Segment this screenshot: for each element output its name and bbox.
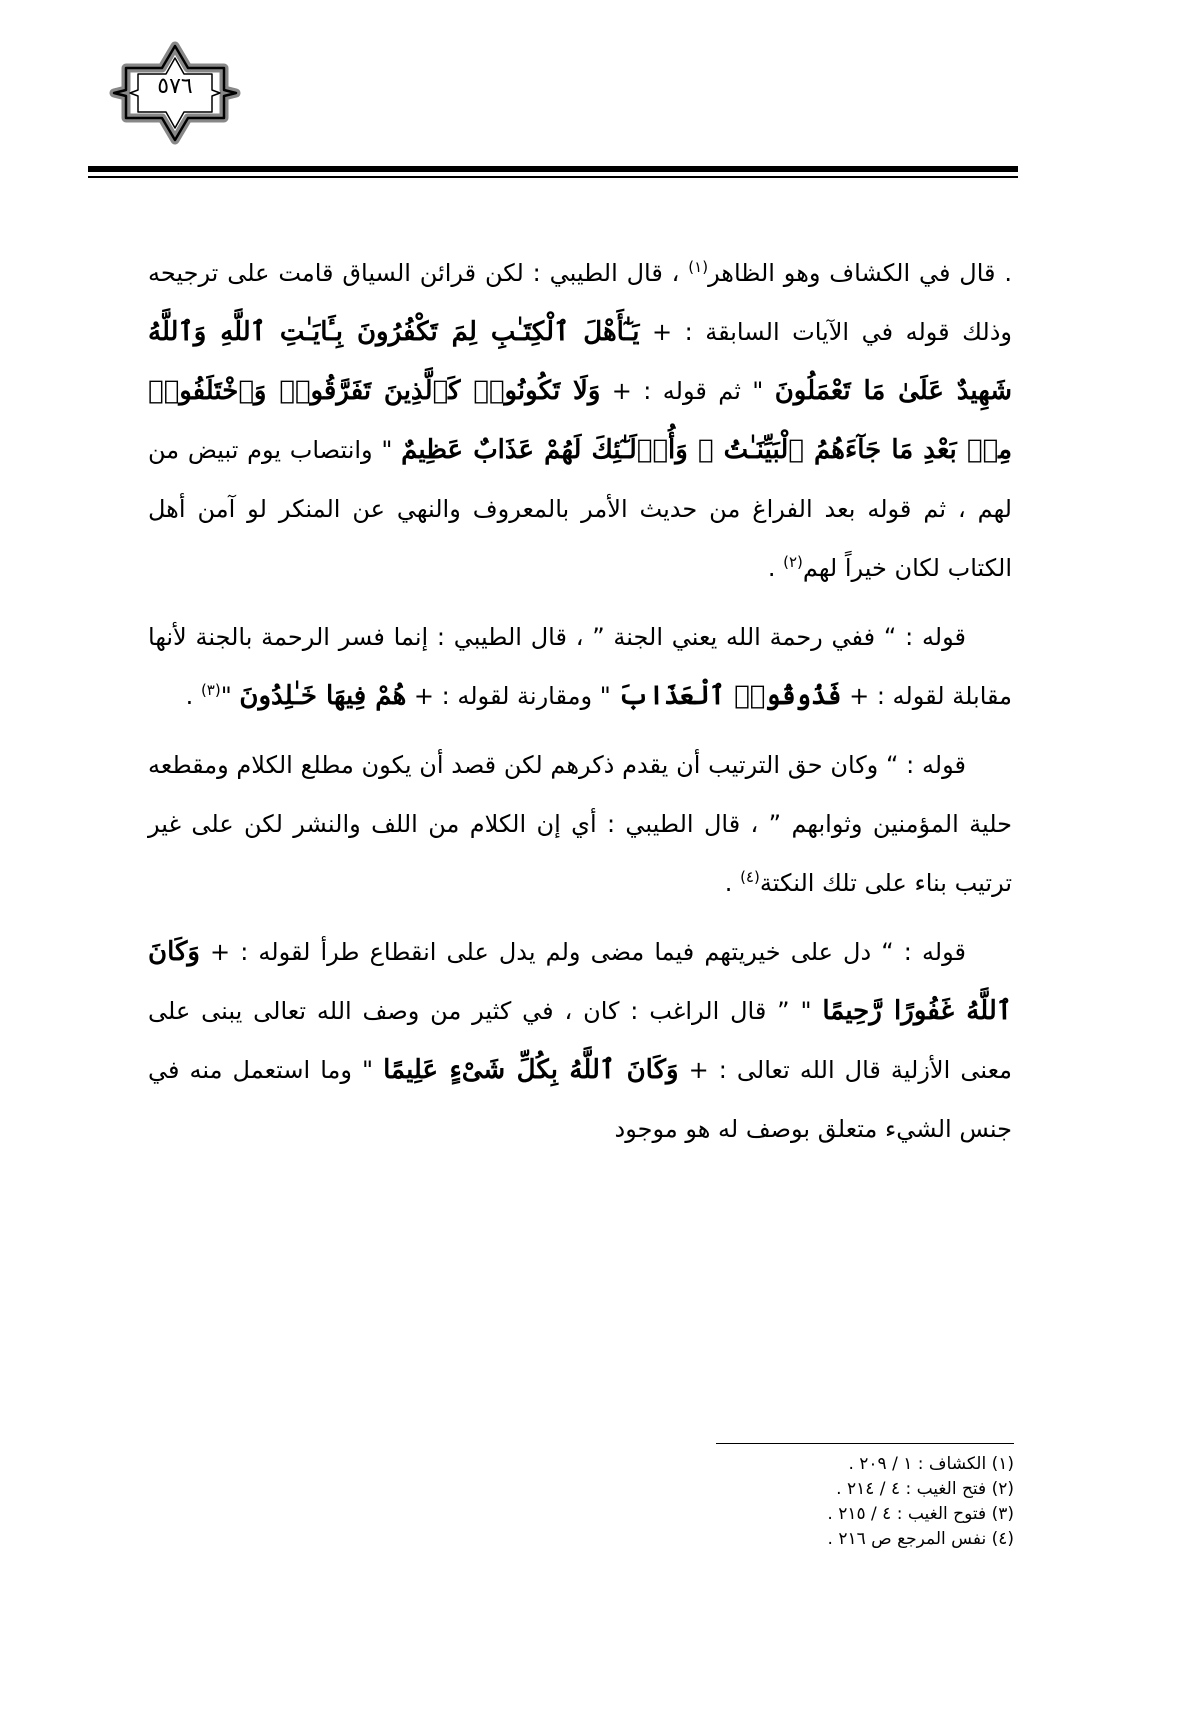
text-segment: ، قال الطيبي : لكن قرائن السياق قامت على ترجيحه وذلك قوله في الآيات السابقة : + <box>148 259 1012 346</box>
footnotes <box>600 1452 1014 1552</box>
quran-quote: وَلَا تَكُونُوا۟ كَٱلَّذِينَ تَفَرَّقُوا۟ وَٱخْتَلَفُوا۟ مِنۢ بَعْدِ مَا جَآءَهُمُ ٱلْبَيِّنَـٰتُ ۚ وَأُو۟لَـٰٓئِكَ لَهُمْ عَذَابٌ عَظِيمٌ <box>148 376 1012 465</box>
footnote-ref: (١) <box>688 258 709 276</box>
footnote-3: (٣) فتوح الغيب : ٤ / ٢١٥ . <box>827 1504 1014 1524</box>
header-rule-thick <box>88 166 1018 172</box>
page-number: ٥٧٦ <box>157 74 193 99</box>
text-segment: " ثم قوله : + <box>600 377 775 405</box>
footnote-ref: (٢) <box>783 553 803 571</box>
text-segment: . <box>724 869 741 897</box>
footnote-ref: (٣) <box>200 681 221 699</box>
quran-quote: وَكَانَ ٱللَّهُ بِكُلِّ شَىْءٍ عَلِيمًا <box>383 1055 679 1085</box>
text-segment: " <box>220 682 240 710</box>
text-segment: قوله : “ ففي رحمة الله يعني الجنة ” ، قال الطيبي : إنما فسر الرحمة بالجنة لأنها مقابلة لقوله : + <box>148 623 1012 710</box>
text-segment: قوله : “ دل على خيريتهم فيما مضى ولم يدل على انقطاع طرأ لقوله : + <box>199 938 966 966</box>
text-segment: " ومقارنة لقوله : + <box>406 682 619 710</box>
text-segment: " وما استعمل منه في جنس الشيء متعلق بوصف له هو موجود <box>148 1056 1012 1143</box>
footnote-ref: (٤) <box>740 868 760 886</box>
text-segment: قوله : “ وكان حق الترتيب أن يقدم ذكرهم لكن قصد أن يكون مطلع الكلام ومقطعه حلية المؤمنين وثوابهم ” ، قال الطيبي : أي إن الكلام من اللف والنشر لكن على غير ترتيب بناء على تلك النكتة <box>148 751 1012 897</box>
text-segment: " وانتصاب يوم تبيض من لهم ، ثم قوله بعد الفراغ من حديث الأمر بالمعروف والنهي عن المنكر لو آمن أهل الكتاب لكان خيراً لهم <box>148 436 1012 582</box>
paragraph-1 <box>148 244 1012 598</box>
text-segment: " ” قال الراغب : كان ، في كثير من وصف الله تعالى يبنى على معنى الأزلية قال الله تعالى : + <box>148 997 1013 1084</box>
quran-quote: يَـٰٓأَهْلَ ٱلْكِتَـٰبِ لِمَ تَكْفُرُونَ بِـَٔايَـٰتِ ٱللَّهِ وَٱللَّهُ شَهِيدٌ عَلَىٰ مَا تَعْمَلُونَ <box>148 317 1012 406</box>
quran-quote: هُمْ فِيهَا خَـٰلِدُونَ <box>239 681 407 711</box>
paragraph-4 <box>148 923 1012 1159</box>
quran-quote: فَذُوقُوا۟ ٱلْعَذَابَ <box>618 681 842 711</box>
footnote-1: (١) الكشاف : ١ / ٢٠٩ . <box>848 1454 1014 1474</box>
footnote-2: (٢) فتح الغيب : ٤ / ٢١٤ . <box>836 1479 1014 1499</box>
text-segment: . قال في الكشاف وهو الظاهر <box>708 259 1012 287</box>
main-text <box>148 244 1012 1169</box>
footnote-separator <box>716 1443 1014 1444</box>
text-segment: . <box>767 554 784 582</box>
paragraph-2 <box>148 608 1012 726</box>
text-segment: . <box>185 682 201 710</box>
paragraph-3 <box>148 736 1012 913</box>
footnote-4: (٤) نفس المرجع ص ٢١٦ . <box>827 1529 1014 1549</box>
page-number-badge <box>106 38 244 148</box>
header-rule-thin <box>88 176 1018 178</box>
quran-quote: وَكَانَ ٱللَّهُ غَفُورًا رَّحِيمًا <box>148 937 1012 1026</box>
